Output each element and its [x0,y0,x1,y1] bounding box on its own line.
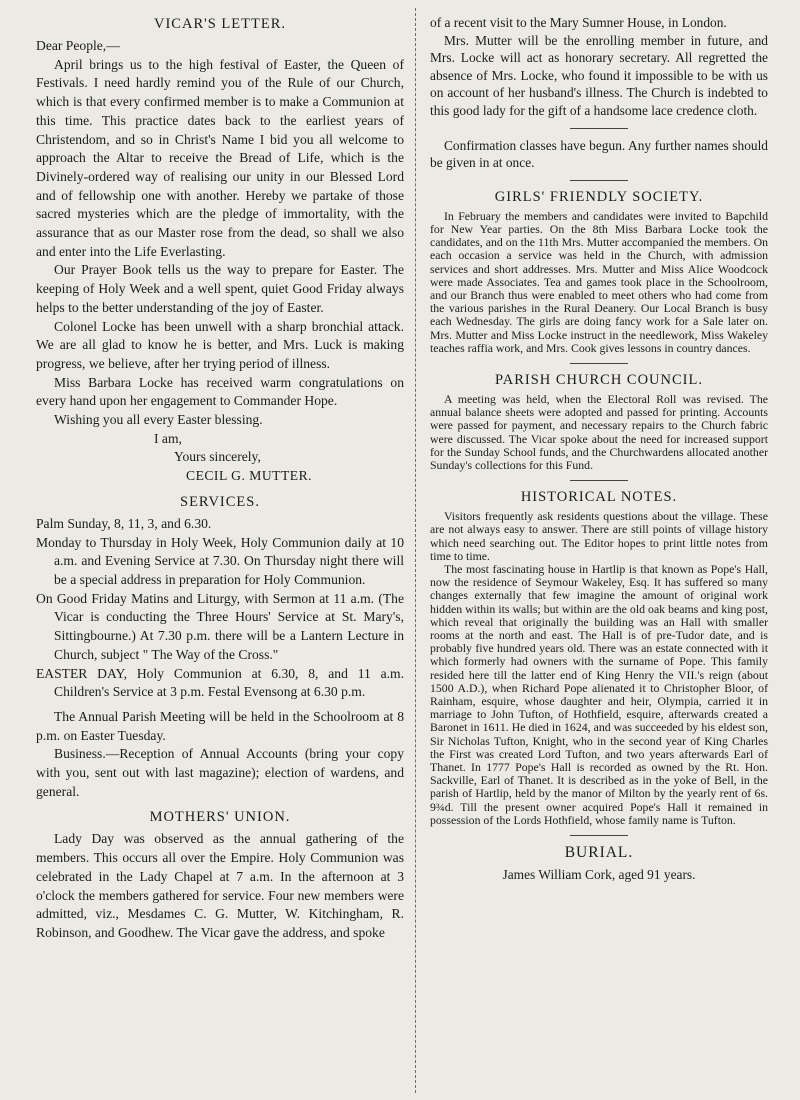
pcc-text: A meeting was held, when the Electoral Roll was revised. The annual balance sheets were adopted and passed for printing. Accounts were passed for payment, and necessary repairs to the Church fabric were discussed. The Vicar spoke about the need for increased support for the Sunday School funds, and the Churchwardens allocated another Sunday's collections for this Fund. [430,391,768,472]
signoff-am: I am, [154,430,182,446]
vicar-paragraph: Colonel Locke has been unwell with a sharp bronchial attack. We are all glad to know he is better, and Mrs. Luck is making progress, we believe, after her trying period of illness. [36,318,404,371]
burial-text: James William Cork, aged 91 years. [502,867,696,883]
left-column [36,14,404,943]
mothers-union-text: Lady Day was observed as the annual gathering of the members. This occurs all over the Empire. Holy Communion was celebrated in the Lady Chapel at 7 a.m. In the afternoon at 3 o'clock the members gathered for service. Four new members were admitted, viz., Mesdames C. G. Mutter, W. Kitchingham, R. Robinson, and Goodhew. The Vicar gave the address, and spoke [36,831,404,940]
confirmation-notice: Confirmation classes have begun. Any further names should be given in at once. [430,137,768,171]
historical-paragraph: The most fascinating house in Hartlip is that known as Pope's Hall, now the residence of Seymour Wakeley, Esq. It has suffered so many changes externally that few imagine the amount of original work hidden within its walls; but within are the old oak beams and king post, which reveal that originally the building was an Hall with smaller rooms at the north and east. The Hall is of pre-Tudor date, and is probably five hundred years old. There was an estate connected with it which formerly had owners with the surname of Pope. This family resided here till the latter end of King Henry the VII.'s reign (about 1500 A.D.), when Richard Pope alienated it to Christopher Bloor, of Rainham, esquire, whose daughter and heir, Olympia, carried it in marriage to John Tufton, of Hothfield, esquire, afterwards created a Baronet in 1611. He died in 1624, and was succeeded by his eldest son, Sir Nicholas Tufton, Knight, who in the second year of King Charles the First was created Lord Tufton, and two years afterwards Earl of Thanet. In 1777 Pope's Hall is recorded as owned by the Rt. Hon. Sackville, Earl of Thanet. It is described as in the yoke of Bell, in the parish of Hartlip, held by the manor of Milton by the yearly rent of 6s. 9¾d. Till the present owner acquired Pope's Hall it remained in possession of the Lords Hothfield, whose family name is Tufton. [430,562,768,827]
column-divider [415,8,416,1093]
service-item: On Good Friday Matins and Liturgy, with Sermon at 11 a.m. (The Vicar is conducting the Three Hours' Service at St. Mary's, Sittingbourne.) At 7.30 p.m. there will be a Lantern Lecture in Church, subject " The Way of the Cross." [36,590,404,662]
section-rule [570,835,628,836]
mothers-union-continued: Mrs. Mutter will be the enrolling member in future, and Mrs. Locke will act as honorary secretary. All regretted the absence of Mrs. Locke, who found it impossible to be with us on account of her husband's illness. The Church is indebted to this good lady for the gift of a handsome lace credence cloth. [430,32,768,118]
burial-heading: BURIAL. [564,844,634,862]
vicar-paragraph: April brings us to the high festival of Easter, the Queen of Festivals. I need hardly remind you of the Rule of our Church, which is that every confirmed member is to make a Communion at this time. This practice dates back to the earliest years of Christendom, and so in Christ's Name I bid you all welcome to approach the Altar to receive the Bread of Life, which is the Divinely-ordered way of realising our unity in our Blessed Lord and of fellowship one with another. Hereby we partake of those sacred mysteries which are the pledge of immortality, with the assurance that as our Master rose from the dead, so shall we also and enter into the Life Everlasting. [36,56,404,259]
service-item: Monday to Thursday in Holy Week, Holy Communion daily at 10 a.m. and Evening Service at 7.30. On Thursday night there will be a special address in preparation for Holy Communion. [36,534,404,587]
pcc-heading: PARISH CHURCH COUNCIL. [495,371,703,388]
section-rule [570,180,628,181]
vicar-paragraph: Our Prayer Book tells us the way to prepare for Easter. The keeping of Holy Week and a well spent, quiet Good Friday always helps to the better understanding of the joy of Easter. [36,262,404,315]
vicar-paragraph: Wishing you all every Easter blessing. [54,412,263,428]
section-rule [570,480,628,481]
signoff-yours: Yours sincerely, [174,449,261,465]
historical-paragraph: Visitors frequently ask residents questions about the village. These are not always easy to answer. There are still points of village history which need searching out. The Editor hopes to print little notes from time to time. [430,509,768,563]
right-column [430,14,768,884]
vicar-letter-heading: VICAR'S LETTER. [154,16,286,32]
services-heading: SERVICES. [180,493,260,510]
mothers-union-heading: MOTHERS' UNION. [149,809,291,826]
mothers-union-continued: of a recent visit to the Mary Sumner House, in London. [430,15,727,30]
gfs-heading: GIRLS' FRIENDLY SOCIETY. [494,188,704,205]
parish-meeting-text: The Annual Parish Meeting will be held in the Schoolroom at 8 p.m. on Easter Tuesday. [36,708,404,743]
service-item: EASTER DAY, Holy Communion at 6.30, 8, and 11 a.m. Children's Service at 3 p.m. Festal Evensong at 6.30 p.m. [36,665,404,700]
historical-notes-heading: HISTORICAL NOTES. [520,489,678,506]
signoff-name: CECIL G. MUTTER. [186,468,313,484]
parish-meeting-business: Business.—Reception of Annual Accounts (bring your copy with you, sent out with last magazine); election of wardens, and general. [36,746,404,799]
greeting: Dear People,— [36,38,120,53]
vicar-paragraph: Miss Barbara Locke has received warm congratulations on every hand upon her engagement to Commander Hope. [36,374,404,409]
service-item: Palm Sunday, 8, 11, 3, and 6.30. [36,515,212,531]
gfs-text: In February the members and candidates were invited to Bapchild for New Year parties. On the 8th Miss Barbara Locke took the candidates, and on the 11th Mrs. Mutter accompanied the members. On each occasion a service was held in the Church, with admission services and short addresses. Mrs. Mutter and Miss Alice Woodcock were made Associates. Tea and games took place in the Schoolroom, and our Branch thus were enabled to meet others who had come from the various parishes in the Rural Deanery. Our Local Branch is busy each Wednesday. The girls are doing fancy work for a Sale later on. Mrs. Mutter and Miss Locke instruct in the needlework, Miss Wakeley teaches raffia work, and Mrs. Cook gives lessons in country dances. [430,208,768,355]
section-rule [570,363,628,364]
section-rule [570,128,628,129]
